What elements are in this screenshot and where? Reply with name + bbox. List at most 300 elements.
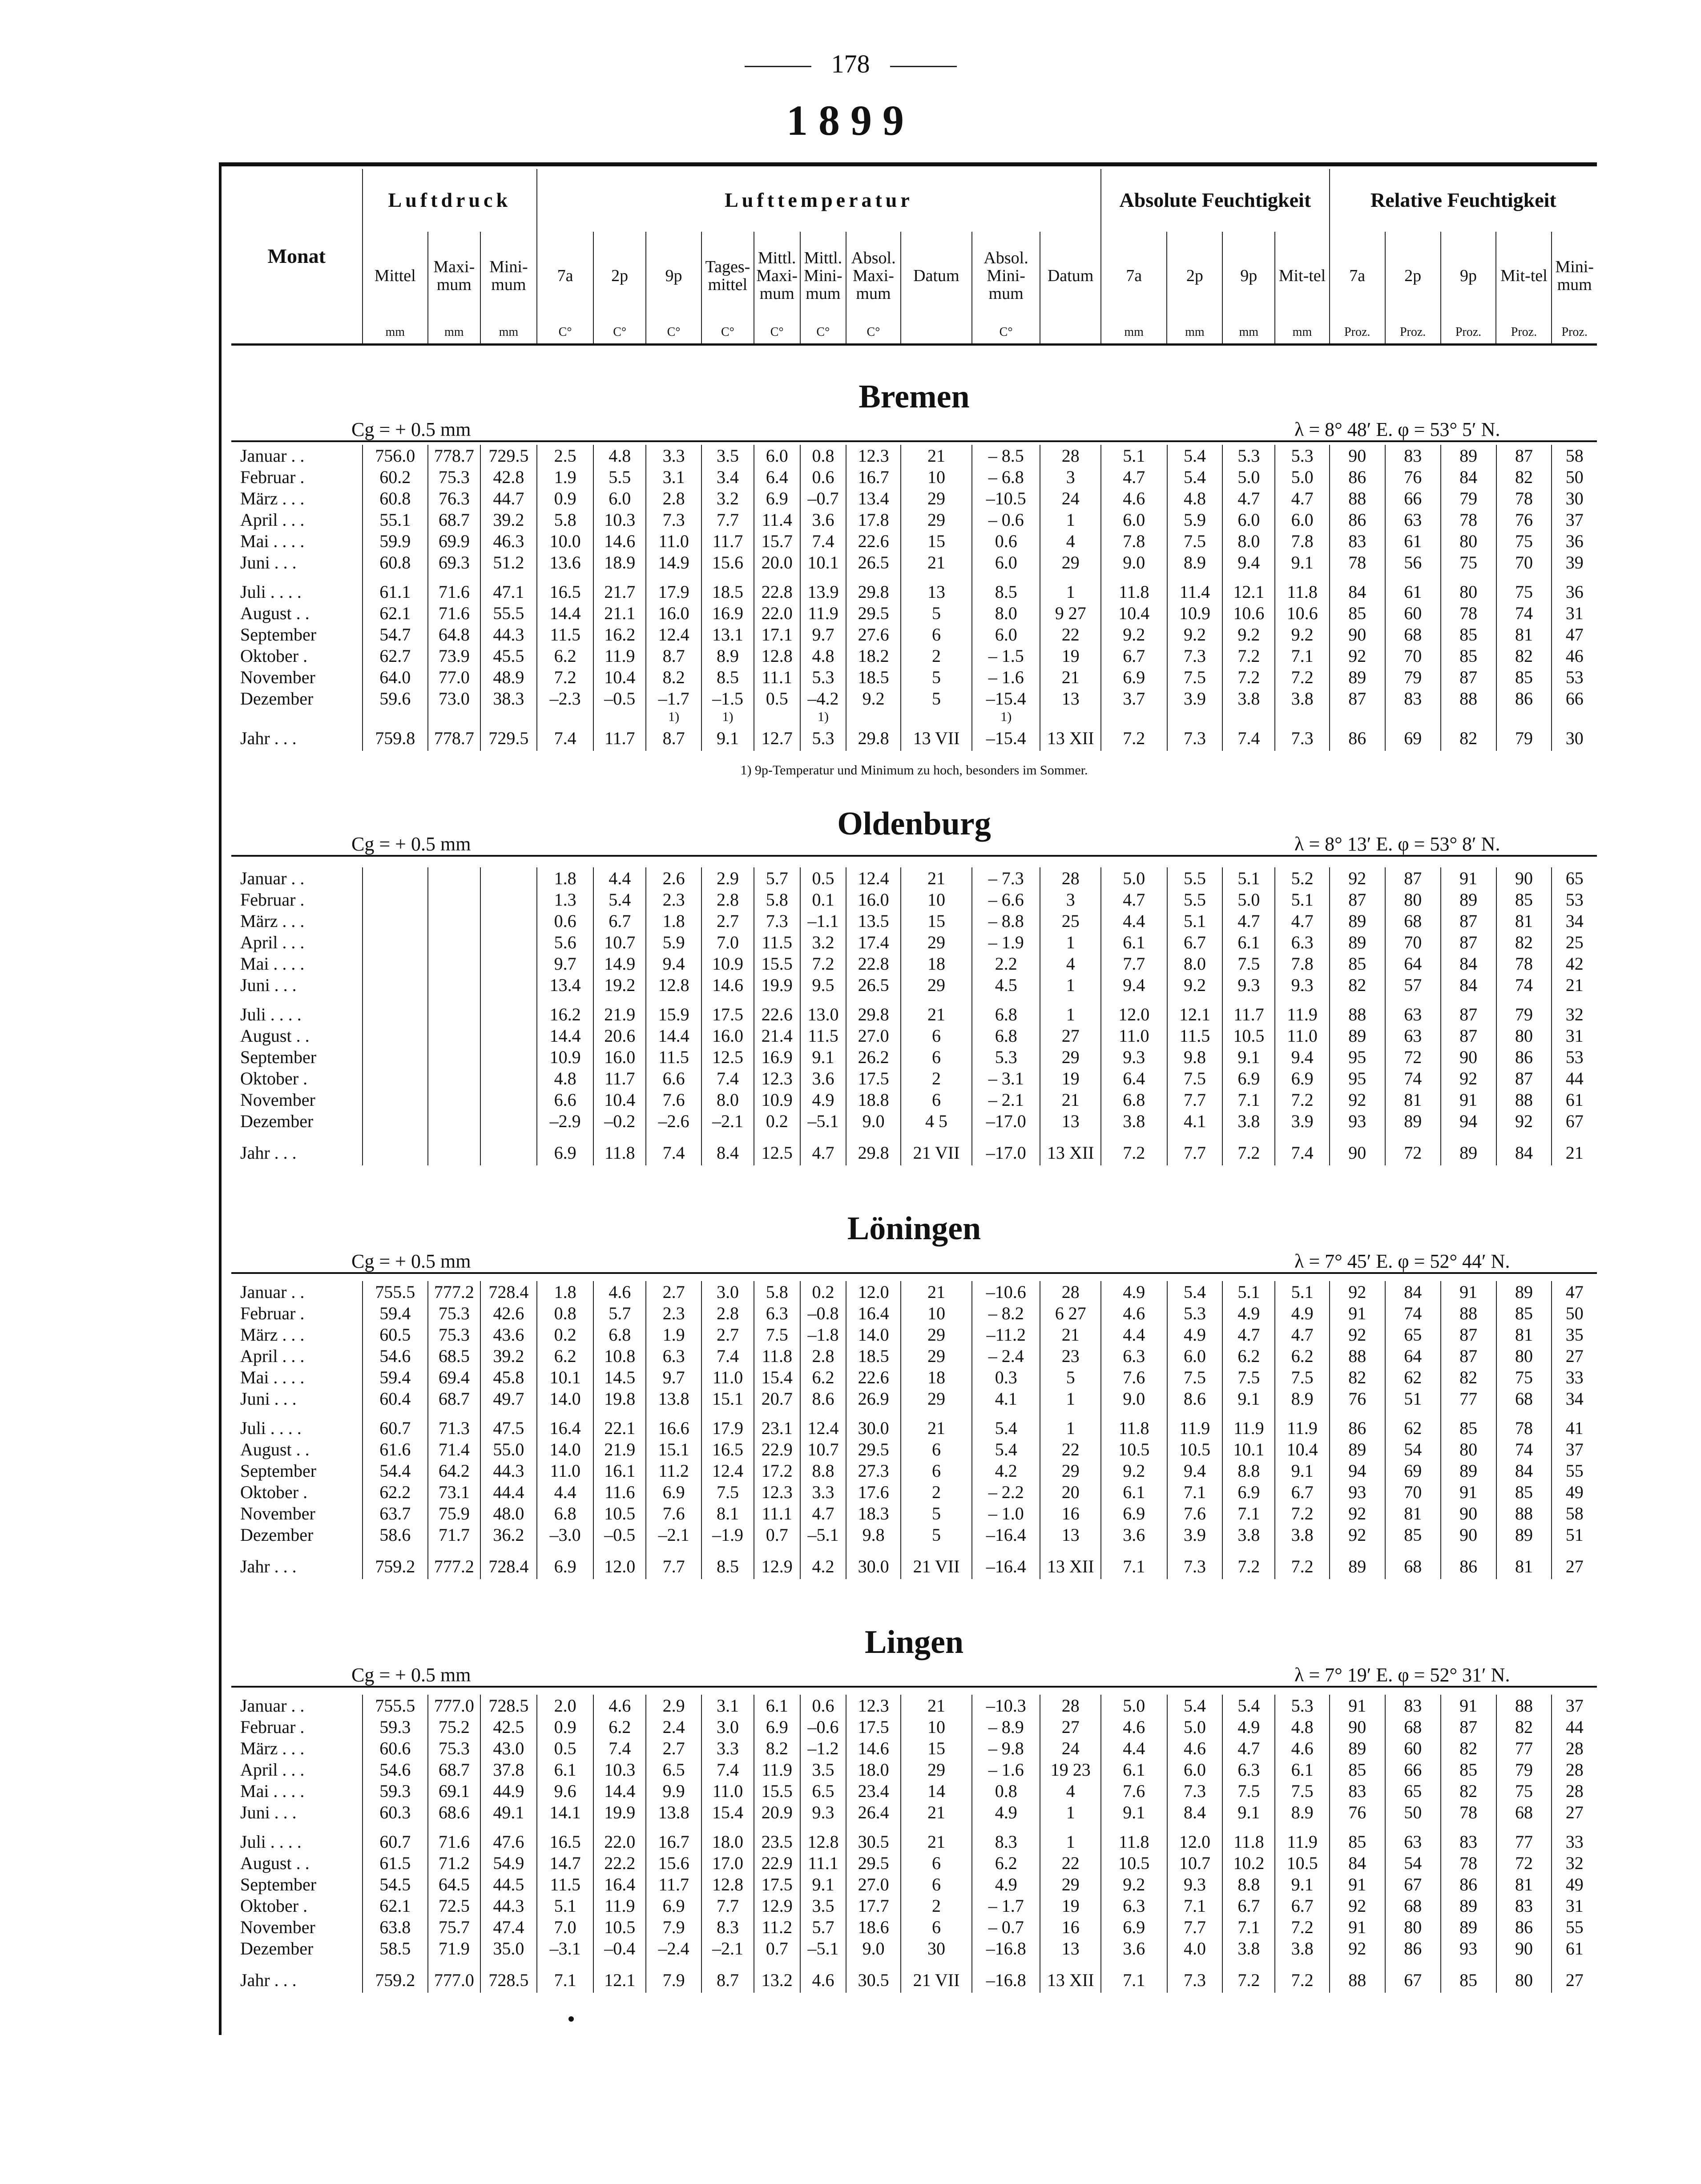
data-cell: 84	[1385, 1281, 1441, 1302]
data-cell: 90	[1496, 1938, 1552, 1959]
data-cell: –1.7	[646, 688, 701, 709]
data-cell: 6.9	[754, 1716, 800, 1737]
data-cell: 755.5	[363, 1281, 428, 1302]
data-cell: 18.5	[701, 581, 754, 602]
data-cell: 10.9	[537, 1046, 593, 1068]
data-cell: 48.0	[480, 1503, 537, 1524]
data-cell: 89	[1441, 889, 1496, 910]
data-cell: 87	[1441, 1716, 1496, 1737]
data-cell: 7.3	[1167, 645, 1223, 666]
data-cell: 89	[1441, 1916, 1496, 1938]
data-cell: 4.9	[1222, 1716, 1275, 1737]
data-cell: 11.8	[1222, 1831, 1275, 1852]
month-label	[231, 709, 363, 725]
station-cg: Cg = + 0.5 mm	[351, 419, 471, 440]
data-cell: 10	[901, 889, 972, 910]
data-cell: 89	[1330, 910, 1385, 931]
data-cell: 16.2	[593, 624, 646, 645]
data-cell: 47.4	[480, 1916, 537, 1938]
data-cell: 0.7	[754, 1524, 800, 1545]
data-cell: 9.0	[1101, 552, 1167, 573]
data-cell: 4.7	[1101, 889, 1167, 910]
data-cell: 6.9	[754, 488, 800, 509]
data-cell: 8.8	[1222, 1874, 1275, 1895]
gap-cell	[1222, 573, 1275, 581]
data-cell	[428, 910, 480, 931]
data-cell: 92	[1496, 1110, 1552, 1132]
data-cell: 7.2	[1222, 1140, 1275, 1165]
data-cell: 68	[1496, 1388, 1552, 1409]
data-cell: 6.0	[754, 445, 800, 466]
data-cell: 77.0	[428, 666, 480, 688]
station-cg: Cg = + 0.5 mm	[351, 1664, 471, 1686]
data-cell: 4.7	[1275, 488, 1330, 509]
data-cell: 5.8	[537, 509, 593, 530]
data-cell: 92	[1330, 645, 1385, 666]
data-cell: 14.7	[537, 1852, 593, 1874]
gap-cell	[428, 995, 480, 1003]
data-cell: 6.9	[646, 1895, 701, 1916]
data-cell: 6 27	[1040, 1302, 1101, 1324]
data-cell: 18.3	[846, 1503, 901, 1524]
data-cell: 41	[1552, 1417, 1597, 1439]
data-cell: 83	[1330, 1780, 1385, 1801]
data-cell: 11.5	[1167, 1025, 1223, 1046]
data-cell: 22.9	[754, 1439, 800, 1460]
data-cell: 13 XII	[1040, 1967, 1101, 1993]
month-label: Januar . .	[240, 445, 305, 466]
gap-cell	[1552, 995, 1597, 1003]
data-cell: 74	[1385, 1068, 1441, 1089]
data-cell: 42.8	[480, 466, 537, 488]
data-cell: 7.2	[1222, 645, 1275, 666]
header-unit: Proz.	[1552, 321, 1597, 343]
data-cell: 3.0	[701, 1716, 754, 1737]
data-cell: 11.7	[1222, 1003, 1275, 1025]
data-cell: 1	[1040, 1831, 1101, 1852]
data-cell: 67	[1385, 1967, 1441, 1993]
data-cell: 32	[1552, 1003, 1597, 1025]
header-unit: C°	[537, 321, 593, 343]
data-cell: 11.8	[1101, 1417, 1167, 1439]
data-cell	[363, 1046, 428, 1068]
data-cell	[480, 1046, 537, 1068]
data-cell: 92	[1330, 1524, 1385, 1545]
gap-cell	[480, 573, 537, 581]
data-cell: 13	[1040, 1938, 1101, 1959]
data-cell: 4.4	[1101, 910, 1167, 931]
data-cell: 80	[1385, 889, 1441, 910]
data-cell: 12.0	[1167, 1831, 1223, 1852]
data-cell: 14.0	[537, 1388, 593, 1409]
data-cell	[363, 1110, 428, 1132]
data-cell: 22	[1040, 1852, 1101, 1874]
data-cell: 26.2	[846, 1046, 901, 1068]
gap-cell	[972, 1959, 1040, 1967]
table-row	[231, 1460, 1597, 1481]
data-cell: 11.7	[593, 725, 646, 751]
data-cell: 5.3	[972, 1046, 1040, 1068]
data-cell: 11.7	[646, 1874, 701, 1895]
data-cell: 31	[1552, 1025, 1597, 1046]
data-cell: 89	[1441, 1895, 1496, 1916]
data-cell: 16.9	[701, 602, 754, 624]
gap-cell	[593, 1409, 646, 1417]
table-row	[231, 602, 1597, 624]
data-cell: 21	[901, 552, 972, 573]
data-cell: 9.2	[1101, 1874, 1167, 1895]
data-cell: 26.4	[846, 1801, 901, 1823]
data-cell: 11.0	[646, 530, 701, 552]
data-cell: 6	[901, 1439, 972, 1460]
month-label: Mai . . . .	[240, 1781, 305, 1801]
header-top-rule	[219, 162, 1597, 166]
station-coordinates: λ = 8° 48′ E. φ = 53° 5′ N.	[1294, 419, 1500, 440]
table-row	[231, 1439, 1597, 1460]
data-cell: 27	[1040, 1716, 1101, 1737]
data-cell: 27	[1552, 1345, 1597, 1366]
header-col: Datum	[1040, 232, 1101, 321]
data-cell: 7.4	[537, 725, 593, 751]
data-cell: 10.7	[800, 1439, 846, 1460]
data-cell: 6.7	[1222, 1895, 1275, 1916]
data-cell: 5.0	[1101, 867, 1167, 889]
data-cell: 5.4	[1167, 445, 1223, 466]
gap-cell	[537, 1409, 593, 1417]
month-label: Juni . . .	[240, 552, 297, 572]
data-cell: 85	[1330, 1831, 1385, 1852]
month-label: Oktober .	[240, 1895, 308, 1916]
data-cell: 21	[901, 445, 972, 466]
data-cell: 55.0	[480, 1439, 537, 1460]
gap-cell	[1385, 573, 1441, 581]
data-cell: 86	[1441, 1874, 1496, 1895]
data-cell	[480, 889, 537, 910]
data-cell: 14	[901, 1780, 972, 1801]
table-row	[231, 1737, 1597, 1759]
data-cell: 0.6	[800, 1695, 846, 1716]
gap-cell	[1040, 573, 1101, 581]
data-cell: 36	[1552, 581, 1597, 602]
gap-cell	[363, 1409, 428, 1417]
month-label: Juli . . . .	[240, 1004, 302, 1024]
gap-cell	[363, 1545, 428, 1553]
gap-cell	[1552, 1132, 1597, 1140]
data-cell: 5.1	[537, 1895, 593, 1916]
data-cell: 54.7	[363, 624, 428, 645]
data-cell	[363, 1003, 428, 1025]
gap-cell	[231, 995, 363, 1003]
data-cell: 53	[1552, 666, 1597, 688]
data-cell: 8.2	[646, 666, 701, 688]
data-cell: –16.8	[972, 1938, 1040, 1959]
data-cell: 75.7	[428, 1916, 480, 1938]
data-cell: 1)	[972, 709, 1040, 725]
data-cell: 1	[1040, 1417, 1101, 1439]
data-cell: 7.3	[754, 910, 800, 931]
data-cell: 88	[1441, 688, 1496, 709]
data-cell: 7.5	[701, 1481, 754, 1503]
data-cell: 29.8	[846, 1003, 901, 1025]
data-cell: 16.1	[593, 1460, 646, 1481]
data-cell: 9.3	[1275, 974, 1330, 995]
data-cell: 82	[1496, 1716, 1552, 1737]
data-cell: 29	[901, 1345, 972, 1366]
data-cell: –0.6	[800, 1716, 846, 1737]
data-cell: 17.1	[754, 624, 800, 645]
month-label: Dezember	[240, 1111, 314, 1131]
data-cell	[428, 1046, 480, 1068]
data-cell: 7.6	[1167, 1503, 1223, 1524]
header-unit: C°	[646, 321, 701, 343]
data-cell: 1	[1040, 1388, 1101, 1409]
data-cell: 75.3	[428, 466, 480, 488]
data-cell: 6.3	[1101, 1345, 1167, 1366]
header-col: Maxi-mum	[428, 232, 480, 321]
data-cell: 13	[901, 581, 972, 602]
data-cell: 75.9	[428, 1503, 480, 1524]
table-row	[231, 1345, 1597, 1366]
data-cell: 85	[1441, 1967, 1496, 1993]
data-cell: 17.8	[846, 509, 901, 530]
data-cell: 6.0	[972, 624, 1040, 645]
header-col: Datum	[901, 232, 972, 321]
gap-cell	[1330, 995, 1385, 1003]
data-cell: 76	[1496, 509, 1552, 530]
month-label: März . . .	[240, 1738, 305, 1758]
data-cell: –1.9	[701, 1524, 754, 1545]
data-cell: 9.2	[1222, 624, 1275, 645]
data-cell	[1330, 709, 1385, 725]
data-cell: 94	[1441, 1110, 1496, 1132]
data-cell: 91	[1441, 1481, 1496, 1503]
data-cell: – 1.7	[972, 1895, 1040, 1916]
data-cell: 17.7	[846, 1895, 901, 1916]
data-cell	[428, 974, 480, 995]
data-cell: 92	[1330, 1503, 1385, 1524]
gap-cell	[363, 1132, 428, 1140]
table-row	[231, 867, 1597, 889]
gap-cell	[972, 995, 1040, 1003]
data-cell: 85	[1330, 1759, 1385, 1780]
data-cell	[1552, 709, 1597, 725]
data-cell: –2.4	[646, 1938, 701, 1959]
data-cell: 7.3	[1275, 725, 1330, 751]
data-cell: 77	[1441, 1388, 1496, 1409]
data-cell: 68.6	[428, 1801, 480, 1823]
month-label: Januar . .	[240, 868, 305, 888]
data-cell: 71.4	[428, 1439, 480, 1460]
data-cell: 91	[1330, 1874, 1385, 1895]
data-cell: 16.0	[646, 602, 701, 624]
data-cell: 6.2	[593, 1716, 646, 1737]
data-cell: 81	[1496, 1874, 1552, 1895]
data-cell: 5.1	[1167, 910, 1223, 931]
data-cell: 9.3	[1167, 1874, 1223, 1895]
data-cell: 8.9	[1275, 1388, 1330, 1409]
data-cell	[1496, 709, 1552, 725]
gap-cell	[1552, 573, 1597, 581]
data-cell: 84	[1330, 1852, 1385, 1874]
data-cell: 44.7	[480, 488, 537, 509]
data-cell: 8.3	[701, 1916, 754, 1938]
data-cell: –4.2	[800, 688, 846, 709]
data-cell: 728.5	[480, 1695, 537, 1716]
data-cell: 74	[1496, 1439, 1552, 1460]
data-cell: 15.4	[701, 1801, 754, 1823]
data-cell: 16	[1040, 1503, 1101, 1524]
data-cell: 4.7	[1101, 466, 1167, 488]
data-cell: 12.0	[846, 1281, 901, 1302]
data-cell: 9 27	[1040, 602, 1101, 624]
data-cell: 29.5	[846, 1852, 901, 1874]
data-cell: 8.4	[1167, 1801, 1223, 1823]
data-cell: 10.3	[593, 1759, 646, 1780]
table-row	[231, 1938, 1597, 1959]
data-cell: 12.8	[701, 1874, 754, 1895]
data-cell: 2	[901, 1895, 972, 1916]
data-cell: 44.5	[480, 1874, 537, 1895]
data-cell: 37.8	[480, 1759, 537, 1780]
station-coordinates: λ = 7° 19′ E. φ = 52° 31′ N.	[1294, 1664, 1510, 1686]
data-cell: 5.3	[1167, 1302, 1223, 1324]
data-cell: 85	[1330, 602, 1385, 624]
data-cell: 7.1	[537, 1967, 593, 1993]
data-cell: 15.5	[754, 953, 800, 974]
data-cell: 8.4	[701, 1140, 754, 1165]
data-cell: 75.3	[428, 1737, 480, 1759]
data-cell: 5.1	[1101, 445, 1167, 466]
data-cell: 71.9	[428, 1938, 480, 1959]
data-cell: 5.9	[1167, 509, 1223, 530]
data-cell: 7.1	[1222, 1089, 1275, 1110]
data-cell: 63.8	[363, 1916, 428, 1938]
data-cell: –5.1	[800, 1524, 846, 1545]
data-cell: 11.9	[1275, 1417, 1330, 1439]
gap-cell	[1385, 1545, 1441, 1553]
data-cell: 11.5	[800, 1025, 846, 1046]
gap-cell	[646, 1132, 701, 1140]
data-cell: 5.6	[537, 931, 593, 953]
gap-cell	[1040, 1132, 1101, 1140]
header-unit: Proz.	[1385, 321, 1441, 343]
data-cell: 87	[1441, 1345, 1496, 1366]
data-cell: 35	[1552, 1324, 1597, 1345]
data-cell: 5.4	[1167, 466, 1223, 488]
data-cell: 70	[1385, 645, 1441, 666]
data-cell: 89	[1441, 1460, 1496, 1481]
data-cell: 6	[901, 1916, 972, 1938]
data-cell: 10.1	[1222, 1439, 1275, 1460]
data-cell: 89	[1441, 445, 1496, 466]
gap-cell	[1552, 1823, 1597, 1831]
data-cell: 83	[1496, 1895, 1552, 1916]
data-cell: 1.8	[537, 867, 593, 889]
data-cell: 37	[1552, 1695, 1597, 1716]
data-cell: 76.3	[428, 488, 480, 509]
data-cell: 92	[1330, 1938, 1385, 1959]
month-label: Jahr . . .	[240, 1556, 297, 1576]
data-cell: 72	[1385, 1140, 1441, 1165]
data-cell: – 7.3	[972, 867, 1040, 889]
data-cell: 7.1	[1222, 1503, 1275, 1524]
data-cell: 30.0	[846, 1417, 901, 1439]
data-cell: 53	[1552, 889, 1597, 910]
data-cell: 85	[1441, 1759, 1496, 1780]
data-cell: 5.3	[800, 725, 846, 751]
data-cell: 60.7	[363, 1831, 428, 1852]
data-cell: 8.0	[701, 1089, 754, 1110]
data-cell: –1.8	[800, 1324, 846, 1345]
data-cell: 14.4	[537, 1025, 593, 1046]
data-cell: 21.9	[593, 1439, 646, 1460]
data-cell: – 1.0	[972, 1503, 1040, 1524]
data-cell: 93	[1330, 1110, 1385, 1132]
data-table	[231, 1695, 1597, 1993]
data-cell: 68	[1496, 1801, 1552, 1823]
data-cell: 15	[901, 1737, 972, 1759]
data-cell: 3.8	[1275, 688, 1330, 709]
data-cell: 50	[1552, 1302, 1597, 1324]
header-unit: mm	[1167, 321, 1222, 343]
gap-cell	[1040, 1959, 1101, 1967]
data-cell: 67	[1385, 1874, 1441, 1895]
month-label: Februar .	[240, 467, 305, 487]
data-cell: 5.0	[1222, 889, 1275, 910]
data-cell: 16.0	[701, 1025, 754, 1046]
data-cell: 92	[1330, 1895, 1385, 1916]
data-cell: 4.6	[1101, 1302, 1167, 1324]
table-row	[231, 931, 1597, 953]
data-cell: 3.5	[800, 1895, 846, 1916]
data-cell: 24	[1040, 1737, 1101, 1759]
data-cell: 29.5	[846, 602, 901, 624]
data-cell: 5.4	[972, 1417, 1040, 1439]
gap-cell	[901, 1409, 972, 1417]
data-cell: 7.2	[1222, 1967, 1275, 1993]
data-cell: 3.9	[1167, 1524, 1223, 1545]
table-row	[231, 1831, 1597, 1852]
gap-cell	[1385, 1132, 1441, 1140]
data-cell	[428, 1068, 480, 1089]
data-cell: 13	[1040, 688, 1101, 709]
data-cell: 28	[1552, 1759, 1597, 1780]
gap-cell	[428, 1409, 480, 1417]
data-cell: 49.1	[480, 1801, 537, 1823]
data-cell: 21.7	[593, 581, 646, 602]
data-cell: 16.5	[537, 581, 593, 602]
data-cell: 37	[1552, 509, 1597, 530]
data-cell: 15.1	[701, 1388, 754, 1409]
data-cell: 58.5	[363, 1938, 428, 1959]
data-cell: 71.3	[428, 1417, 480, 1439]
data-cell: 13 XII	[1040, 1553, 1101, 1579]
data-cell: 5.9	[646, 931, 701, 953]
data-cell: 21	[1040, 1324, 1101, 1345]
data-cell: 778.7	[428, 445, 480, 466]
data-cell: 72	[1496, 1852, 1552, 1874]
data-cell: 47.5	[480, 1417, 537, 1439]
data-cell: 14.6	[846, 1737, 901, 1759]
data-cell: 12.9	[754, 1553, 800, 1579]
data-cell: 24	[1040, 488, 1101, 509]
table-row	[231, 1524, 1597, 1545]
data-cell: 35.0	[480, 1938, 537, 1959]
data-cell: 14.0	[537, 1439, 593, 1460]
data-cell: 47	[1552, 1281, 1597, 1302]
table-row	[231, 1046, 1597, 1068]
data-cell: 13.4	[537, 974, 593, 995]
